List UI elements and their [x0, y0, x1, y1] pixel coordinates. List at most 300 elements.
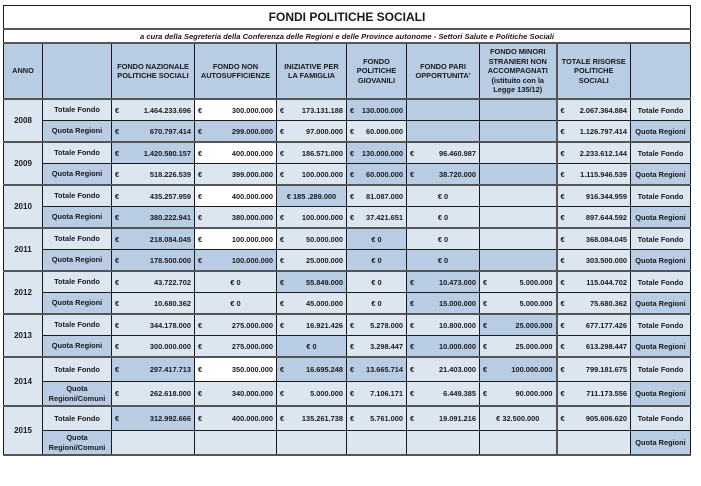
year-cell: 2008 — [4, 99, 43, 142]
currency-symbol: € — [115, 212, 120, 222]
cell-totale — [557, 271, 631, 293]
currency-symbol: € — [483, 298, 488, 308]
row-label: Totale Fondo — [43, 357, 112, 382]
cell-minori — [480, 293, 557, 315]
cell-famiglia — [277, 99, 347, 121]
cell-famiglia — [277, 207, 347, 229]
currency-symbol: € — [198, 105, 203, 115]
cell-value: 275.000.000 — [231, 320, 273, 330]
currency-symbol: € — [560, 389, 565, 398]
cell-giovanili — [347, 431, 407, 456]
table-row — [4, 336, 691, 358]
row-end-label: Quota Regioni — [631, 382, 691, 407]
cell-minori — [480, 99, 557, 121]
row-end-label: Totale Fondo — [631, 314, 691, 336]
cell-value: 178.500.000 — [149, 255, 191, 265]
currency-symbol: € — [350, 126, 355, 136]
cell-fnps — [112, 336, 195, 358]
cell-pari: € 0 — [407, 185, 480, 207]
cell-value: 1.420.580.157 — [143, 148, 191, 158]
cell-pari — [407, 164, 480, 186]
cell-giovanili — [347, 382, 407, 407]
cell-fna: € 0 — [195, 271, 277, 293]
cell-value: 50.000.000 — [306, 234, 343, 244]
cell-value: 100.000.000 — [301, 212, 343, 222]
fondi-politiche-sociali-table — [3, 5, 691, 456]
cell-value: 5.761.000 — [370, 414, 403, 423]
year-cell: 2015 — [4, 406, 43, 455]
currency-symbol: € — [280, 298, 285, 308]
year-cell: 2012 — [4, 271, 43, 314]
table-subtitle: a cura della Segreteria della Conferenza delle Regioni e delle Province autonome - Settori Salute e Politiche Sociali — [4, 29, 691, 43]
currency-symbol: € — [280, 277, 285, 287]
cell-value: 186.571.000 — [301, 148, 343, 158]
row-end-label: Quota Regioni — [631, 164, 691, 186]
row-end-label: Totale Fondo — [631, 142, 691, 164]
cell-famiglia — [277, 293, 347, 315]
cell-fnps — [112, 142, 195, 164]
currency-symbol: € — [198, 212, 203, 222]
cell-value: 135.261.738 — [301, 414, 343, 423]
currency-symbol: € — [198, 234, 203, 244]
cell-famiglia — [277, 406, 347, 431]
cell-value: 1.115.946.539 — [580, 169, 627, 179]
cell-value: 81.087.000 — [366, 191, 403, 201]
row-label: Totale Fondo — [43, 185, 112, 207]
cell-famiglia — [277, 271, 347, 293]
cell-fna — [195, 406, 277, 431]
row-label: Quota Regioni — [43, 293, 112, 315]
cell-minori — [480, 271, 557, 293]
cell-giovanili: € 0 — [347, 250, 407, 272]
header-fnps: FONDO NAZIONALE POLITICHE SOCIALI — [112, 43, 195, 99]
cell-fnps — [112, 271, 195, 293]
currency-symbol: € — [280, 234, 285, 244]
cell-value: 518.226.539 — [149, 169, 191, 179]
currency-symbol: € — [280, 365, 285, 374]
currency-symbol: € — [410, 414, 415, 423]
cell-fnps — [112, 250, 195, 272]
row-label: Totale Fondo — [43, 228, 112, 250]
cell-value: 435.257.959 — [149, 191, 191, 201]
cell-minori — [480, 121, 557, 143]
currency-symbol: € — [410, 389, 415, 398]
row-label: Quota Regioni — [43, 250, 112, 272]
cell-value: 1.126.797.414 — [579, 126, 627, 136]
currency-symbol: € — [410, 341, 415, 351]
cell-totale — [557, 99, 631, 121]
cell-giovanili — [347, 121, 407, 143]
cell-value: 130.000.000 — [361, 148, 403, 158]
cell-pari — [407, 271, 480, 293]
cell-value: 897.644.592 — [585, 212, 627, 222]
currency-symbol: € — [560, 126, 565, 136]
currency-symbol: € — [483, 365, 488, 374]
year-cell: 2011 — [4, 228, 43, 271]
cell-value: 400.000.000 — [231, 414, 273, 423]
cell-giovanili: € 0 — [347, 228, 407, 250]
row-end-label: Quota Regioni — [631, 121, 691, 143]
currency-symbol: € — [198, 191, 203, 201]
cell-value: 275.000.000 — [231, 341, 273, 351]
currency-symbol: € — [115, 341, 120, 351]
cell-minori — [480, 185, 557, 207]
cell-value: 300.000.000 — [149, 341, 191, 351]
cell-pari: € 0 — [407, 228, 480, 250]
cell-value: 115.044.702 — [586, 277, 627, 287]
header-minori: FONDO MINORI STRANIERI NON ACCOMPAGNATI (istituito con la Legge 135/12) — [480, 43, 557, 99]
cell-value: 75.680.362 — [590, 298, 627, 308]
cell-fnps — [112, 121, 195, 143]
cell-value: 799.181.675 — [585, 365, 627, 374]
cell-value: 400.000.000 — [231, 148, 273, 158]
cell-value: 43.722.702 — [154, 277, 191, 287]
cell-value: 60.000.000 — [366, 169, 403, 179]
cell-value: 96.460.987 — [439, 148, 476, 158]
cell-value: 97.000.000 — [306, 126, 343, 136]
cell-minori — [480, 142, 557, 164]
currency-symbol: € — [410, 277, 415, 287]
currency-symbol: € — [115, 169, 120, 179]
cell-minori — [480, 228, 557, 250]
cell-fnps — [112, 207, 195, 229]
cell-totale — [557, 185, 631, 207]
currency-symbol: € — [280, 255, 285, 265]
row-end-label: Totale Fondo — [631, 228, 691, 250]
currency-symbol: € — [560, 234, 565, 244]
header-anno: ANNO — [4, 43, 43, 99]
currency-symbol: € — [280, 320, 285, 330]
cell-value: 173.131.188 — [301, 105, 343, 115]
table-row — [4, 164, 691, 186]
cell-minori: € 32.500.000 — [480, 406, 557, 431]
row-end-label: Quota Regioni — [631, 431, 691, 456]
cell-value: 130.000.000 — [361, 105, 403, 115]
cell-value: 299.000.000 — [231, 126, 273, 136]
cell-totale — [557, 142, 631, 164]
currency-symbol: € — [115, 191, 120, 201]
cell-famiglia — [277, 121, 347, 143]
currency-symbol: € — [115, 298, 120, 308]
cell-fna — [195, 382, 277, 407]
currency-symbol: € — [115, 365, 120, 374]
currency-symbol: € — [483, 341, 488, 351]
cell-totale — [557, 382, 631, 407]
cell-pari: € 0 — [407, 250, 480, 272]
cell-pari — [407, 382, 480, 407]
cell-minori — [480, 431, 557, 456]
header-giovanili: FONDO POLITICHE GIOVANILI — [347, 43, 407, 99]
currency-symbol: € — [115, 414, 120, 423]
cell-value: 100.000.000 — [511, 365, 553, 374]
cell-minori — [480, 207, 557, 229]
cell-fna — [195, 185, 277, 207]
table-row — [4, 185, 691, 207]
cell-value: 100.000.000 — [231, 255, 273, 265]
currency-symbol: € — [198, 126, 203, 136]
cell-value: 6.449.385 — [443, 389, 476, 398]
currency-symbol: € — [350, 414, 355, 423]
cell-giovanili — [347, 406, 407, 431]
cell-value: 7.106.171 — [370, 389, 403, 398]
row-end-label: Quota Regioni — [631, 207, 691, 229]
cell-value: 711.173.556 — [586, 389, 627, 398]
cell-value: 21.403.000 — [439, 365, 476, 374]
currency-symbol: € — [483, 277, 488, 287]
currency-symbol: € — [115, 105, 120, 115]
table-row — [4, 271, 691, 293]
cell-value: 3.298.447 — [370, 341, 403, 351]
cell-value: 380.222.941 — [149, 212, 191, 222]
currency-symbol: € — [350, 320, 355, 330]
currency-symbol: € — [560, 191, 565, 201]
cell-value: 5.000.000 — [519, 277, 553, 287]
cell-famiglia — [277, 250, 347, 272]
cell-fna — [195, 99, 277, 121]
cell-value: 100.000.000 — [231, 234, 273, 244]
currency-symbol: € — [410, 298, 415, 308]
currency-symbol: € — [350, 341, 355, 351]
cell-value: 344.178.000 — [149, 320, 191, 330]
header-fna: FONDO NON AUTOSUFFICIENZE — [195, 43, 277, 99]
row-label: Totale Fondo — [43, 314, 112, 336]
currency-symbol: € — [350, 212, 355, 222]
cell-famiglia — [277, 431, 347, 456]
cell-value: 15.000.000 — [439, 298, 476, 308]
currency-symbol: € — [560, 148, 565, 158]
cell-value: 368.084.045 — [585, 234, 627, 244]
cell-minori — [480, 336, 557, 358]
row-end-label: Totale Fondo — [631, 99, 691, 121]
cell-totale — [557, 431, 631, 456]
year-cell: 2013 — [4, 314, 43, 357]
table-row — [4, 314, 691, 336]
header-totale: TOTALE RISORSE POLITICHE SOCIALI — [557, 43, 631, 99]
currency-symbol: € — [280, 148, 285, 158]
cell-fna — [195, 357, 277, 382]
row-end-label: Totale Fondo — [631, 185, 691, 207]
currency-symbol: € — [115, 277, 120, 287]
cell-fnps — [112, 293, 195, 315]
cell-totale — [557, 314, 631, 336]
row-label: Quota Regioni/Comuni — [43, 431, 112, 456]
cell-fna — [195, 250, 277, 272]
currency-symbol: € — [280, 414, 285, 423]
currency-symbol: € — [115, 126, 120, 136]
cell-pari — [407, 336, 480, 358]
currency-symbol: € — [198, 389, 203, 398]
cell-minori — [480, 357, 557, 382]
currency-symbol: € — [483, 320, 488, 330]
row-end-label: Quota Regioni — [631, 250, 691, 272]
table-row — [4, 121, 691, 143]
cell-totale — [557, 228, 631, 250]
currency-symbol: € — [560, 414, 565, 423]
currency-symbol: € — [560, 212, 565, 222]
cell-value: 37.421.651 — [366, 212, 403, 222]
currency-symbol: € — [560, 320, 565, 330]
cell-pari — [407, 431, 480, 456]
currency-symbol: € — [560, 255, 565, 265]
cell-famiglia: € 0 — [277, 336, 347, 358]
cell-pari — [407, 293, 480, 315]
cell-pari — [407, 121, 480, 143]
year-cell: 2010 — [4, 185, 43, 228]
cell-minori — [480, 250, 557, 272]
currency-symbol: € — [198, 148, 203, 158]
currency-symbol: € — [350, 191, 355, 201]
cell-value: 55.849.000 — [306, 277, 343, 287]
cell-value: 16.695.248 — [306, 365, 343, 374]
cell-value: 25.000.000 — [515, 341, 553, 351]
currency-symbol: € — [198, 414, 203, 423]
currency-symbol: € — [350, 169, 355, 179]
row-label: Quota Regioni — [43, 164, 112, 186]
cell-giovanili — [347, 207, 407, 229]
table-row — [4, 228, 691, 250]
currency-symbol: € — [560, 105, 565, 115]
year-cell: 2014 — [4, 357, 43, 406]
currency-symbol: € — [198, 255, 203, 265]
table-title: FONDI POLITICHE SOCIALI — [4, 6, 691, 30]
table-row — [4, 406, 691, 431]
currency-symbol: € — [115, 234, 120, 244]
cell-fnps — [112, 314, 195, 336]
cell-giovanili — [347, 357, 407, 382]
cell-value: 340.000.000 — [231, 389, 273, 398]
cell-fnps — [112, 99, 195, 121]
cell-totale — [557, 164, 631, 186]
cell-value: 90.000.000 — [515, 389, 553, 398]
table-row — [4, 293, 691, 315]
cell-value: 916.344.959 — [585, 191, 627, 201]
cell-value: 2.067.364.884 — [579, 105, 627, 115]
cell-pari — [407, 406, 480, 431]
cell-fna — [195, 314, 277, 336]
header-end — [631, 43, 691, 99]
cell-fna — [195, 207, 277, 229]
row-label: Totale Fondo — [43, 406, 112, 431]
cell-minori — [480, 382, 557, 407]
cell-totale — [557, 406, 631, 431]
currency-symbol: € — [483, 389, 488, 398]
cell-giovanili — [347, 185, 407, 207]
currency-symbol: € — [115, 320, 120, 330]
cell-fna — [195, 336, 277, 358]
cell-fna — [195, 228, 277, 250]
row-label: Quota Regioni — [43, 336, 112, 358]
currency-symbol: € — [410, 365, 415, 374]
cell-famiglia — [277, 164, 347, 186]
row-end-label: Quota Regioni — [631, 336, 691, 358]
currency-symbol: € — [198, 341, 203, 351]
cell-famiglia — [277, 228, 347, 250]
table-row — [4, 99, 691, 121]
currency-symbol: € — [350, 389, 355, 398]
cell-giovanili — [347, 336, 407, 358]
cell-value: 677.177.426 — [585, 320, 627, 330]
currency-symbol: € — [280, 169, 285, 179]
currency-symbol: € — [410, 169, 415, 179]
table-row — [4, 207, 691, 229]
cell-fna — [195, 121, 277, 143]
cell-totale — [557, 121, 631, 143]
cell-fnps — [112, 164, 195, 186]
cell-value: 613.298.447 — [585, 341, 627, 351]
currency-symbol: € — [410, 320, 415, 330]
cell-value: 399.000.000 — [231, 169, 273, 179]
cell-pari: € 0 — [407, 207, 480, 229]
cell-totale — [557, 293, 631, 315]
cell-value: 670.797.414 — [149, 126, 191, 136]
currency-symbol: € — [560, 298, 565, 308]
currency-symbol: € — [560, 169, 565, 179]
currency-symbol: € — [560, 365, 565, 374]
currency-symbol: € — [280, 389, 285, 398]
cell-totale — [557, 336, 631, 358]
currency-symbol: € — [198, 169, 203, 179]
cell-value: 100.000.000 — [301, 169, 343, 179]
cell-fnps — [112, 185, 195, 207]
cell-giovanili — [347, 99, 407, 121]
currency-symbol: € — [115, 255, 120, 265]
cell-famiglia — [277, 357, 347, 382]
row-label: Totale Fondo — [43, 142, 112, 164]
header-pari: FONDO PARI OPPORTUNITA' — [407, 43, 480, 99]
cell-value: 1.464.233.696 — [143, 105, 191, 115]
cell-giovanili: € 0 — [347, 293, 407, 315]
cell-value: 5.000.000 — [519, 298, 553, 308]
cell-minori — [480, 164, 557, 186]
cell-value: 262.618.000 — [149, 389, 191, 398]
row-end-label: Totale Fondo — [631, 271, 691, 293]
currency-symbol: € — [115, 389, 120, 398]
cell-fnps — [112, 382, 195, 407]
row-label: Quota Regioni — [43, 121, 112, 143]
cell-giovanili — [347, 314, 407, 336]
table-row — [4, 382, 691, 407]
cell-value: 312.992.666 — [149, 414, 191, 423]
currency-symbol: € — [350, 105, 355, 115]
header-row — [4, 43, 691, 99]
currency-symbol: € — [350, 148, 355, 158]
cell-value: 16.921.426 — [306, 320, 343, 330]
cell-famiglia — [277, 314, 347, 336]
cell-fna — [195, 164, 277, 186]
row-label: Totale Fondo — [43, 271, 112, 293]
cell-value: 5.278.000 — [370, 320, 403, 330]
cell-famiglia — [277, 142, 347, 164]
cell-giovanili — [347, 142, 407, 164]
currency-symbol: € — [560, 341, 565, 351]
cell-value: 350.000.000 — [231, 365, 273, 374]
cell-value: 10.680.362 — [154, 298, 191, 308]
cell-value: 25.000.000 — [515, 320, 553, 330]
cell-value: 13.665.714 — [366, 365, 403, 374]
cell-fna — [195, 431, 277, 456]
cell-value: 2.233.612.144 — [579, 148, 627, 158]
cell-value: 45.000.000 — [306, 298, 343, 308]
currency-symbol: € — [115, 148, 120, 158]
cell-fnps — [112, 431, 195, 456]
cell-famiglia: € 185 .289.000 — [277, 185, 347, 207]
cell-value: 303.500.000 — [585, 255, 627, 265]
row-end-label: Totale Fondo — [631, 357, 691, 382]
cell-value: 60.000.000 — [366, 126, 403, 136]
table-row — [4, 357, 691, 382]
cell-pari — [407, 357, 480, 382]
cell-value: 10.000.000 — [439, 341, 476, 351]
